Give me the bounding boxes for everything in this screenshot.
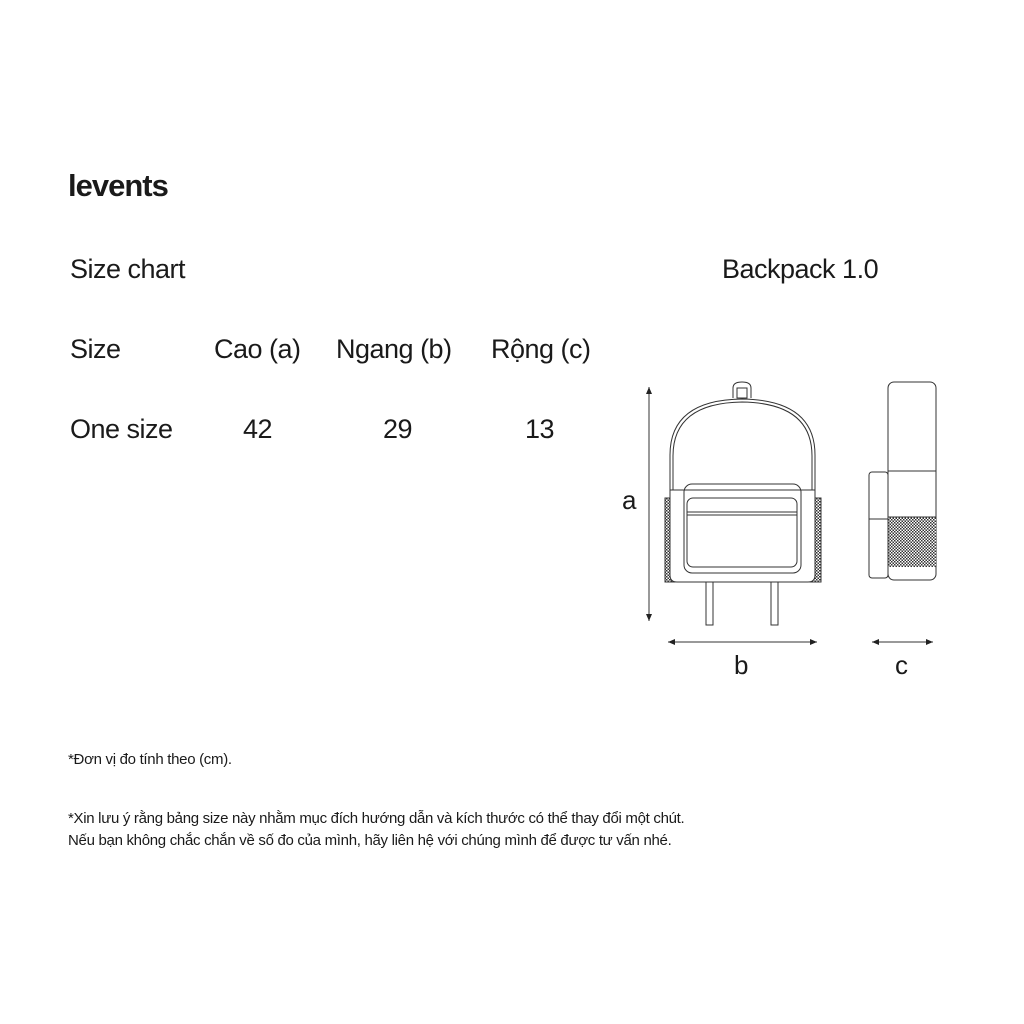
header-size: Size [70,334,121,364]
unit-note: *Đơn vị đo tính theo (cm). [68,751,232,768]
cell-height: 42 [243,414,273,444]
disclaimer-line-1: *Xin lưu ý rằng bảng size này nhằm mục đích hướng dẫn và kích thước có thể thay đổi một chút. [68,810,685,827]
brand-logo: levents [68,168,168,203]
disclaimer-line-2: Nếu bạn không chắc chắn về số đo của mình, hãy liên hệ với chúng mình để được tư vấn nhé. [68,832,672,849]
header-depth: Rộng (c) [491,334,591,364]
product-name: Backpack 1.0 [722,254,879,284]
cell-size: One size [70,414,173,444]
backpack-side-view [869,382,936,580]
backpack-front-view [665,382,821,625]
label-a: a [622,485,637,515]
label-c: c [895,650,908,680]
page-title: Size chart [70,254,186,284]
cell-depth: 13 [525,414,555,444]
label-b: b [734,650,749,680]
header-height: Cao (a) [214,334,301,364]
header-width: Ngang (b) [336,334,452,364]
cell-width: 29 [383,414,413,444]
